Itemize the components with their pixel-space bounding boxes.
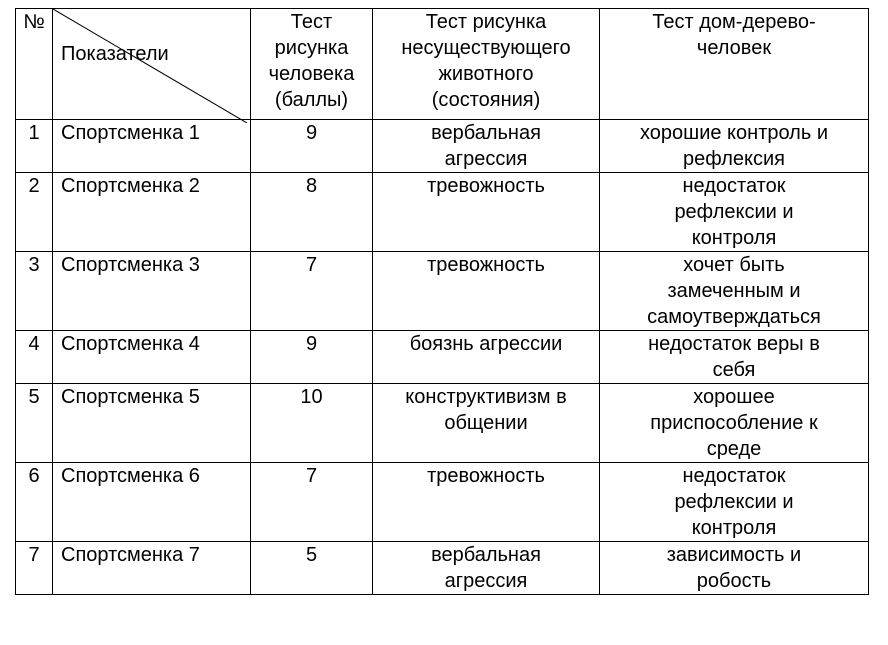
house-test-result: [600, 384, 869, 463]
house-test-line: рефлексии и: [674, 491, 794, 513]
athlete-name: Спортсменка 7: [53, 542, 251, 595]
table-row: [16, 173, 869, 252]
animal-test-line: тревожность: [427, 175, 545, 197]
table-row: [16, 331, 869, 384]
header-human-test: [251, 9, 373, 120]
house-test-line: хочет быть: [683, 254, 785, 276]
house-test-result: [600, 120, 869, 173]
house-test-result: [600, 463, 869, 542]
animal-test-line: вербальная: [431, 544, 541, 566]
house-test-line: недостаток веры в: [648, 333, 820, 355]
results-table: [15, 8, 869, 595]
header-indicators-label: Показатели: [61, 43, 169, 65]
header-human-line: рисунка: [274, 37, 349, 59]
animal-test-line: боязнь агрессии: [409, 333, 563, 355]
table-row: [16, 463, 869, 542]
human-test-score: 7: [251, 463, 373, 542]
animal-test-line: агрессия: [444, 570, 528, 592]
house-test-line: замеченным и: [667, 280, 801, 302]
row-number: 5: [16, 384, 53, 463]
house-test-line: хорошие контроль и: [640, 122, 828, 144]
animal-test-result: [373, 252, 600, 331]
header-human-line: человека: [268, 63, 355, 85]
house-test-line: рефлексия: [682, 148, 786, 170]
animal-test-result: [373, 542, 600, 595]
athlete-name: Спортсменка 3: [53, 252, 251, 331]
house-test-line: среде: [706, 438, 762, 460]
house-test-line: недостаток: [682, 465, 786, 487]
row-number: 4: [16, 331, 53, 384]
header-house-test: [600, 9, 869, 120]
animal-test-result: [373, 173, 600, 252]
house-test-line: самоутверждаться: [647, 306, 821, 328]
table-row: [16, 542, 869, 595]
table-body: [16, 120, 869, 595]
human-test-score: 5: [251, 542, 373, 595]
header-number: №: [16, 9, 53, 120]
animal-test-line: тревожность: [427, 465, 545, 487]
header-animal-line: несуществующего: [401, 37, 571, 59]
athlete-name: Спортсменка 6: [53, 463, 251, 542]
house-test-line: рефлексии и: [674, 201, 794, 223]
athlete-name: Спортсменка 4: [53, 331, 251, 384]
human-test-score: 7: [251, 252, 373, 331]
row-number: 1: [16, 120, 53, 173]
house-test-result: [600, 331, 869, 384]
animal-test-line: конструктивизм в: [405, 386, 567, 408]
house-test-line: контроля: [691, 227, 777, 249]
house-test-line: зависимость и: [666, 544, 802, 566]
row-number: 3: [16, 252, 53, 331]
animal-test-line: агрессия: [444, 148, 528, 170]
human-test-score: 10: [251, 384, 373, 463]
house-test-line: хорошее: [693, 386, 775, 408]
table-header-row: [16, 9, 869, 120]
house-test-result: [600, 173, 869, 252]
header-human-line: (баллы): [274, 89, 349, 111]
animal-test-result: [373, 463, 600, 542]
table-row: [16, 120, 869, 173]
header-human-line: Тест: [290, 11, 333, 33]
animal-test-result: [373, 120, 600, 173]
table-row: [16, 384, 869, 463]
header-indicators: [53, 9, 251, 120]
header-animal-test: [373, 9, 600, 120]
house-test-result: [600, 252, 869, 331]
house-test-line: недостаток: [682, 175, 786, 197]
header-animal-line: животного: [438, 63, 534, 85]
animal-test-line: вербальная: [431, 122, 541, 144]
table-row: [16, 252, 869, 331]
row-number: 6: [16, 463, 53, 542]
animal-test-result: [373, 331, 600, 384]
house-test-result: [600, 542, 869, 595]
animal-test-line: общении: [444, 412, 528, 434]
row-number: 2: [16, 173, 53, 252]
animal-test-result: [373, 384, 600, 463]
human-test-score: 9: [251, 120, 373, 173]
athlete-name: Спортсменка 5: [53, 384, 251, 463]
athlete-name: Спортсменка 1: [53, 120, 251, 173]
house-test-line: себя: [712, 359, 756, 381]
athlete-name: Спортсменка 2: [53, 173, 251, 252]
house-test-line: робость: [696, 570, 772, 592]
header-animal-line: (состояния): [431, 89, 541, 111]
header-house-line: Тест дом-дерево-: [652, 11, 816, 33]
human-test-score: 9: [251, 331, 373, 384]
human-test-score: 8: [251, 173, 373, 252]
header-animal-line: Тест рисунка: [425, 11, 547, 33]
header-house-line: человек: [696, 37, 772, 59]
house-test-line: контроля: [691, 517, 777, 539]
animal-test-line: тревожность: [427, 254, 545, 276]
row-number: 7: [16, 542, 53, 595]
house-test-line: приспособление к: [650, 412, 818, 434]
